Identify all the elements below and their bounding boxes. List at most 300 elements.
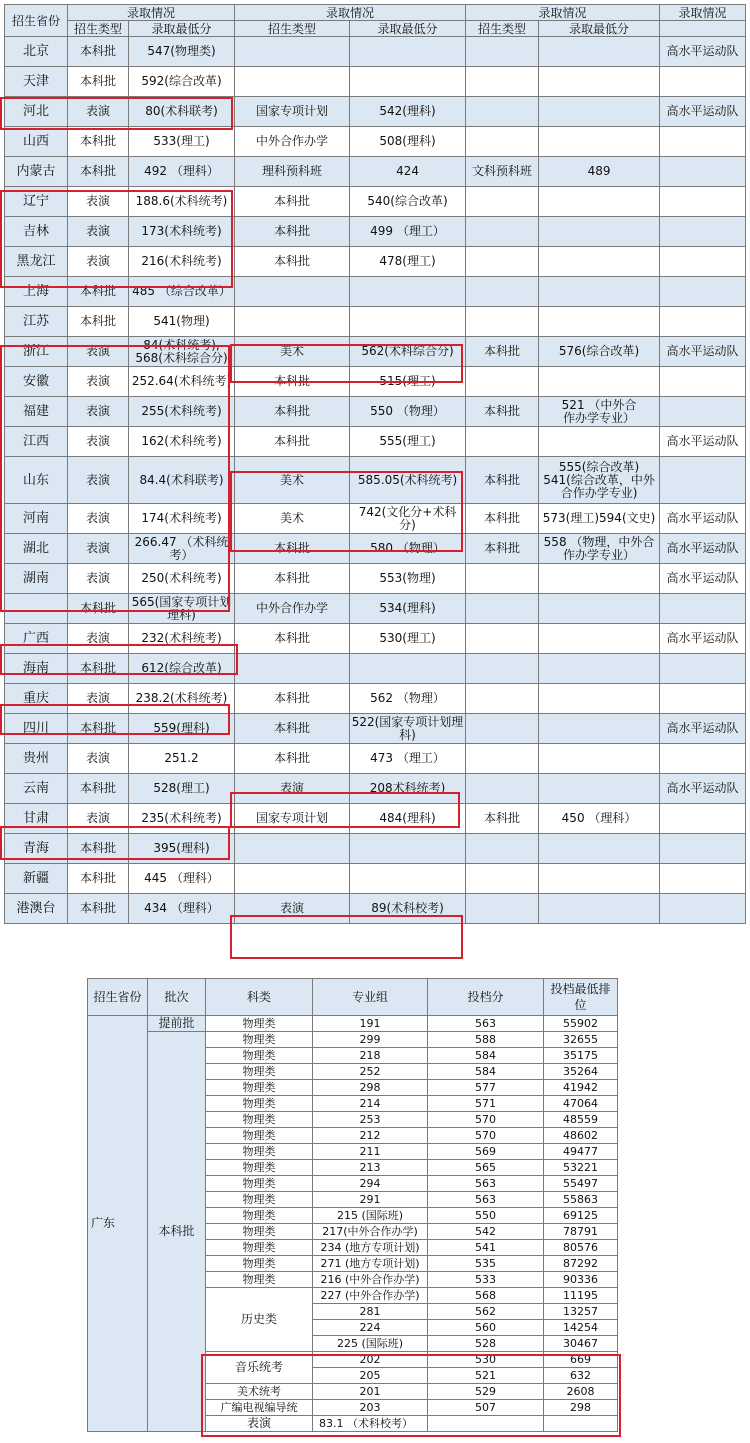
table-cell [466, 894, 539, 924]
table-cell [235, 307, 350, 337]
table-cell [539, 277, 660, 307]
province-cell: 甘肃 [5, 804, 68, 834]
province-cell: 河北 [5, 97, 68, 127]
table-cell: 本科批 [466, 804, 539, 834]
table-cell: 281 [313, 1304, 428, 1320]
table-cell: 529 [428, 1384, 544, 1400]
table-cell: 612(综合改革) [129, 654, 235, 684]
table-cell [539, 427, 660, 457]
table-cell [660, 864, 746, 894]
table-cell: 547(物理类) [129, 37, 235, 67]
table-cell: 表演 [68, 187, 129, 217]
header-major-group: 专业组 [313, 979, 428, 1016]
table-cell: 202 [313, 1352, 428, 1368]
table-cell: 208术科统考) [350, 774, 466, 804]
table-cell [466, 774, 539, 804]
table-cell [350, 654, 466, 684]
table-cell: 48602 [544, 1128, 618, 1144]
table-row [5, 684, 746, 714]
table-cell: 高水平运动队 [660, 37, 746, 67]
table-cell: 本科批 [68, 594, 129, 624]
table-cell: 13257 [544, 1304, 618, 1320]
table-cell: 90336 [544, 1272, 618, 1288]
table-cell [660, 744, 746, 774]
table-cell: 218 [313, 1048, 428, 1064]
table-cell: 434 （理科） [129, 894, 235, 924]
table-cell: 555(综合改革) 541(综合改革，中外 合作办学专业) [539, 457, 660, 504]
table-cell: 表演 [68, 97, 129, 127]
table-cell: 47064 [544, 1096, 618, 1112]
table-cell: 563 [428, 1016, 544, 1032]
subheader-min-score: 录取最低分 [350, 21, 466, 37]
table-cell: 本科批 [68, 127, 129, 157]
province-cell [5, 594, 68, 624]
table-cell [539, 367, 660, 397]
table-row [5, 624, 746, 654]
table-cell [235, 37, 350, 67]
table-cell: 物理类 [206, 1176, 313, 1192]
table-cell: 521 [428, 1368, 544, 1384]
province-cell: 四川 [5, 714, 68, 744]
table-cell: 225 (国际班) [313, 1336, 428, 1352]
table-cell: 高水平运动队 [660, 534, 746, 564]
table-cell: 478(理工) [350, 247, 466, 277]
table-cell [466, 834, 539, 864]
table-cell: 表演 [68, 564, 129, 594]
table-cell: 美术 [235, 457, 350, 504]
table-cell: 表演 [68, 504, 129, 534]
header-admission-4: 录取情况 [660, 5, 746, 21]
table-cell: 69125 [544, 1208, 618, 1224]
table-cell [660, 684, 746, 714]
table-cell [660, 894, 746, 924]
table-cell: 489 [539, 157, 660, 187]
table-cell [539, 67, 660, 97]
table-cell [466, 864, 539, 894]
table-cell [660, 654, 746, 684]
table-row [5, 97, 746, 127]
table-cell [539, 774, 660, 804]
table-cell: 570 [428, 1112, 544, 1128]
table-cell [539, 187, 660, 217]
table-cell: 298 [544, 1400, 618, 1416]
table-cell: 174(术科统考) [129, 504, 235, 534]
table-cell: 424 [350, 157, 466, 187]
table-cell: 577 [428, 1080, 544, 1096]
table-row [5, 744, 746, 774]
table-cell [660, 157, 746, 187]
table-row [5, 187, 746, 217]
table-cell: 国家专项计划 [235, 804, 350, 834]
table-row [5, 804, 746, 834]
table-row [5, 67, 746, 97]
table-cell: 本科批 [68, 654, 129, 684]
table-cell: 物理类 [206, 1128, 313, 1144]
table-cell: 高水平运动队 [660, 714, 746, 744]
table-cell [539, 97, 660, 127]
table-cell: 271 (地方专项计划) [313, 1256, 428, 1272]
table-cell: 表演 [68, 337, 129, 367]
table-cell: 55863 [544, 1192, 618, 1208]
table-row [5, 457, 746, 504]
table-cell: 562(术科综合分) [350, 337, 466, 367]
table-cell: 542 [428, 1224, 544, 1240]
table-cell [466, 684, 539, 714]
province-cell: 广东 [88, 1016, 148, 1432]
table-cell [235, 277, 350, 307]
table-row [5, 307, 746, 337]
province-cell: 浙江 [5, 337, 68, 367]
table-cell: 文科预科班 [466, 157, 539, 187]
table-cell [466, 654, 539, 684]
table-cell: 本科批 [235, 367, 350, 397]
table-cell [539, 744, 660, 774]
table-cell: 表演 [68, 624, 129, 654]
table-header-row [5, 5, 746, 21]
table-cell: 80576 [544, 1240, 618, 1256]
table-cell: 物理类 [206, 1080, 313, 1096]
header-admission-2: 录取情况 [235, 5, 466, 21]
table-cell: 473 （理工） [350, 744, 466, 774]
subject-cell: 音乐统考 [206, 1352, 313, 1384]
table-row [5, 217, 746, 247]
table-cell [235, 864, 350, 894]
table-cell: 高水平运动队 [660, 427, 746, 457]
table-cell: 本科批 [466, 337, 539, 367]
table-cell: 588 [428, 1032, 544, 1048]
table-cell [350, 864, 466, 894]
table-cell: 本科批 [235, 714, 350, 744]
table-cell: 2608 [544, 1384, 618, 1400]
table-cell: 214 [313, 1096, 428, 1112]
table-cell: 84.4(术科联考) [129, 457, 235, 504]
table-row [5, 157, 746, 187]
header-score: 投档分 [428, 979, 544, 1016]
table-cell: 物理类 [206, 1224, 313, 1240]
table-cell: 本科批 [466, 504, 539, 534]
table-cell [660, 367, 746, 397]
table-cell: 565(国家专项计划 理科) [129, 594, 235, 624]
table-cell: 本科批 [235, 187, 350, 217]
table-cell: 87292 [544, 1256, 618, 1272]
table-cell: 本科批 [68, 864, 129, 894]
table-cell: 物理类 [206, 1144, 313, 1160]
table-cell: 562 [428, 1304, 544, 1320]
province-cell: 广西 [5, 624, 68, 654]
table-cell: 高水平运动队 [660, 337, 746, 367]
table-cell: 高水平运动队 [660, 564, 746, 594]
batch-cell: 本科批 [148, 1032, 206, 1432]
table-cell [660, 247, 746, 277]
table-cell [539, 307, 660, 337]
table-cell: 188.6(术科统考) [129, 187, 235, 217]
table-cell [539, 247, 660, 277]
table-cell [350, 834, 466, 864]
table-cell: 252.64(术科统考) [129, 367, 235, 397]
table-cell [350, 37, 466, 67]
table-cell [539, 864, 660, 894]
table-cell: 255(术科统考) [129, 397, 235, 427]
table-cell [539, 654, 660, 684]
table-cell: 本科批 [235, 217, 350, 247]
table-cell: 570 [428, 1128, 544, 1144]
table-cell [466, 217, 539, 247]
header-province: 招生省份 [5, 5, 68, 37]
province-cell: 北京 [5, 37, 68, 67]
table-cell: 584 [428, 1064, 544, 1080]
table-cell: 41942 [544, 1080, 618, 1096]
table-row [5, 534, 746, 564]
province-cell: 贵州 [5, 744, 68, 774]
table-cell [539, 217, 660, 247]
province-cell: 江西 [5, 427, 68, 457]
table-cell: 本科批 [68, 277, 129, 307]
table-cell: 201 [313, 1384, 428, 1400]
table-cell: 物理类 [206, 1256, 313, 1272]
table-cell: 美术 [235, 337, 350, 367]
province-cell: 海南 [5, 654, 68, 684]
table-cell: 585.05(术科统考) [350, 457, 466, 504]
table-cell: 本科批 [68, 307, 129, 337]
table-cell: 563 [428, 1192, 544, 1208]
table-cell: 573(理工)594(文史) [539, 504, 660, 534]
table-row [5, 834, 746, 864]
table-cell [350, 277, 466, 307]
subheader-type: 招生类型 [466, 21, 539, 37]
table-cell: 541 [428, 1240, 544, 1256]
header-admission-3: 录取情况 [466, 5, 660, 21]
table-cell: 450 （理科） [539, 804, 660, 834]
table-cell: 213 [313, 1160, 428, 1176]
table-cell: 563 [428, 1176, 544, 1192]
table-cell: 584 [428, 1048, 544, 1064]
table-cell: 本科批 [68, 67, 129, 97]
table-cell: 49477 [544, 1144, 618, 1160]
table-cell [660, 187, 746, 217]
table-cell: 物理类 [206, 1272, 313, 1288]
table-body [5, 37, 746, 924]
table-cell: 541(物理) [129, 307, 235, 337]
table-cell: 美术 [235, 504, 350, 534]
table-cell [235, 834, 350, 864]
table-cell: 物理类 [206, 1032, 313, 1048]
table-cell [660, 397, 746, 427]
table-cell: 本科批 [235, 564, 350, 594]
table-cell: 本科批 [235, 247, 350, 277]
table-row [5, 247, 746, 277]
table-cell: 30467 [544, 1336, 618, 1352]
table-cell: 238.2(术科统考) [129, 684, 235, 714]
table-cell [539, 714, 660, 744]
table-cell: 742(文化分+术科分) [350, 504, 466, 534]
table-cell: 高水平运动队 [660, 504, 746, 534]
table-cell: 表演 [68, 427, 129, 457]
subject-cell: 表演 [206, 1416, 313, 1432]
table-cell [466, 564, 539, 594]
table-cell: 533 [428, 1272, 544, 1288]
table-cell: 本科批 [235, 624, 350, 654]
table-cell [350, 67, 466, 97]
table-cell: 632 [544, 1368, 618, 1384]
province-cell: 新疆 [5, 864, 68, 894]
table-cell: 78791 [544, 1224, 618, 1240]
table-cell: 本科批 [68, 894, 129, 924]
table-cell: 表演 [235, 774, 350, 804]
table-row [5, 774, 746, 804]
table-row [5, 397, 746, 427]
table-cell [539, 894, 660, 924]
table-row [5, 504, 746, 534]
table-cell: 534(理科) [350, 594, 466, 624]
table-cell [466, 277, 539, 307]
table-row [5, 37, 746, 67]
table-cell: 表演 [68, 217, 129, 247]
table-cell [466, 67, 539, 97]
table-cell [466, 367, 539, 397]
table-cell [539, 624, 660, 654]
table-cell: 本科批 [235, 684, 350, 714]
table-cell: 本科批 [68, 157, 129, 187]
province-cell: 河南 [5, 504, 68, 534]
table-row [5, 427, 746, 457]
table-header-row [88, 979, 618, 1016]
table-cell: 物理类 [206, 1016, 313, 1032]
table-cell: 本科批 [68, 37, 129, 67]
table-cell: 395(理科) [129, 834, 235, 864]
table-cell: 162(术科统考) [129, 427, 235, 457]
table-cell: 507 [428, 1400, 544, 1416]
table-cell: 553(物理) [350, 564, 466, 594]
subheader-min-score: 录取最低分 [539, 21, 660, 37]
table-cell [539, 564, 660, 594]
header-subject: 科类 [206, 979, 313, 1016]
table-cell [660, 804, 746, 834]
province-cell: 上海 [5, 277, 68, 307]
table-row [5, 714, 746, 744]
table-cell: 物理类 [206, 1096, 313, 1112]
province-cell: 黑龙江 [5, 247, 68, 277]
table-cell: 205 [313, 1368, 428, 1384]
table-cell: 48559 [544, 1112, 618, 1128]
table-row [5, 564, 746, 594]
table-cell: 本科批 [466, 397, 539, 427]
table-cell [466, 187, 539, 217]
table-cell [466, 307, 539, 337]
table-cell: 212 [313, 1128, 428, 1144]
table-cell: 291 [313, 1192, 428, 1208]
table-cell: 227 (中外合作办学) [313, 1288, 428, 1304]
table-cell: 表演 [68, 367, 129, 397]
table-cell: 485 （综合改革） [129, 277, 235, 307]
table-cell [466, 594, 539, 624]
table-cell: 565 [428, 1160, 544, 1176]
table-cell [539, 594, 660, 624]
table-cell: 530 [428, 1352, 544, 1368]
table-cell: 562 （物理） [350, 684, 466, 714]
table-cell: 542(理科) [350, 97, 466, 127]
table-cell: 299 [313, 1032, 428, 1048]
header-min-rank: 投档最低排 位 [544, 979, 618, 1016]
table-cell: 53221 [544, 1160, 618, 1176]
table-cell: 高水平运动队 [660, 774, 746, 804]
table-cell: 568 [428, 1288, 544, 1304]
table-cell: 本科批 [466, 534, 539, 564]
table-row [5, 594, 746, 624]
subject-cell: 广编电视编导统 [206, 1400, 313, 1416]
table-subheader-row [5, 21, 746, 37]
table-cell: 55902 [544, 1016, 618, 1032]
table-cell [539, 127, 660, 157]
table-cell: 533(理工) [129, 127, 235, 157]
table-cell [235, 67, 350, 97]
table-cell: 571 [428, 1096, 544, 1112]
table-cell [466, 247, 539, 277]
subject-cell: 美术统考 [206, 1384, 313, 1400]
guangdong-admission-table [87, 978, 618, 1432]
table-cell: 本科批 [235, 534, 350, 564]
table-cell: 576(综合改革) [539, 337, 660, 367]
table-cell: 216 (中外合作办学) [313, 1272, 428, 1288]
table-cell: 本科批 [68, 834, 129, 864]
table-cell: 表演 [68, 457, 129, 504]
subheader-blank [660, 21, 746, 37]
table-row [5, 127, 746, 157]
table-cell [660, 67, 746, 97]
table-cell: 217(中外合作办学) [313, 1224, 428, 1240]
table-cell: 表演 [235, 894, 350, 924]
table-cell: 669 [544, 1352, 618, 1368]
province-cell: 辽宁 [5, 187, 68, 217]
province-cell: 天津 [5, 67, 68, 97]
table-cell: 535 [428, 1256, 544, 1272]
table-cell: 物理类 [206, 1240, 313, 1256]
table-cell: 559(理科) [129, 714, 235, 744]
province-cell: 山西 [5, 127, 68, 157]
table-cell: 表演 [68, 534, 129, 564]
table-cell [466, 127, 539, 157]
table-cell: 294 [313, 1176, 428, 1192]
table-cell [660, 457, 746, 504]
table-cell: 本科批 [466, 457, 539, 504]
table-row [5, 337, 746, 367]
table-cell: 508(理科) [350, 127, 466, 157]
table-cell [660, 834, 746, 864]
table-cell: 555(理工) [350, 427, 466, 457]
province-cell: 吉林 [5, 217, 68, 247]
table-cell: 250(术科统考) [129, 564, 235, 594]
table-row [5, 894, 746, 924]
table-cell: 物理类 [206, 1048, 313, 1064]
table-cell: 表演 [68, 744, 129, 774]
table-cell: 251.2 [129, 744, 235, 774]
table-cell: 173(术科统考) [129, 217, 235, 247]
admission-table-provinces [4, 4, 746, 924]
table-cell: 55497 [544, 1176, 618, 1192]
table-row [5, 277, 746, 307]
table-cell [544, 1416, 618, 1432]
table-cell: 表演 [68, 684, 129, 714]
header-province: 招生省份 [88, 979, 148, 1016]
province-cell: 云南 [5, 774, 68, 804]
table-cell [660, 307, 746, 337]
table-cell [660, 277, 746, 307]
table-cell: 211 [313, 1144, 428, 1160]
province-cell: 湖北 [5, 534, 68, 564]
table-cell: 物理类 [206, 1208, 313, 1224]
table-cell: 521 （中外合 作办学专业） [539, 397, 660, 427]
table-cell: 569 [428, 1144, 544, 1160]
table-cell: 32655 [544, 1032, 618, 1048]
